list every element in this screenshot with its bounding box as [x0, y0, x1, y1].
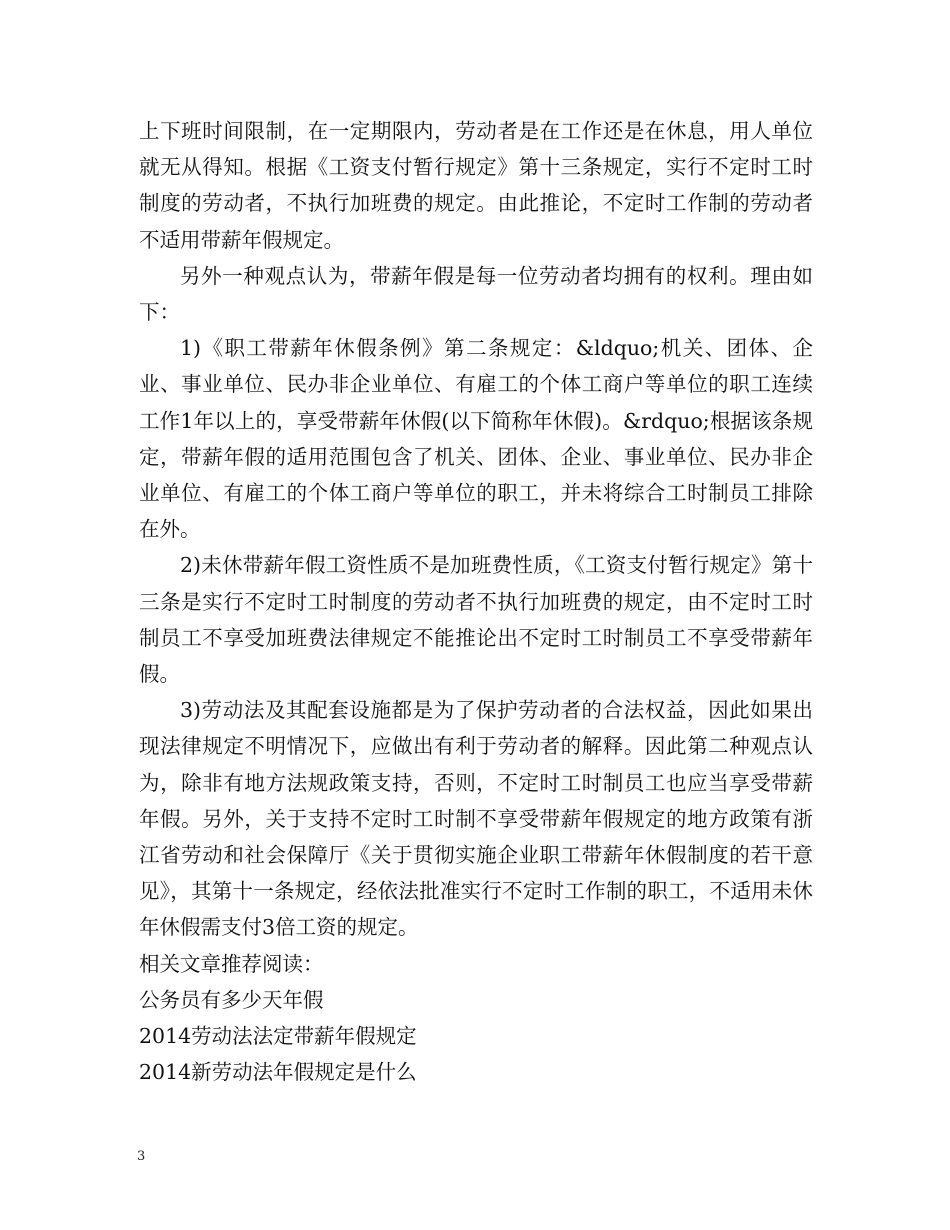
- page-number: 3: [137, 1149, 146, 1164]
- article-body: [139, 113, 813, 1090]
- related-article-link-3[interactable]: 2014新劳动法年假规定是什么: [139, 1060, 417, 1085]
- related-article-link-1[interactable]: 公务员有多少天年假: [139, 987, 324, 1012]
- paragraph-reason-2: 2)未休带薪年假工资性质不是加班费性质，《工资支付暂行规定》第十三条是实行不定时工时制度的劳动者不执行加班费的规定，由不定时工时制员工不享受加班费法律规定不能推论出不定时工时制员工不享受带薪年假。: [139, 553, 813, 687]
- related-article-link-2[interactable]: 2014劳动法法定带薪年假规定: [139, 1024, 417, 1049]
- related-articles-title: 相关文章推荐阅读：: [139, 951, 324, 976]
- paragraph-second-view: 另外一种观点认为，带薪年假是每一位劳动者均拥有的权利。理由如下：: [139, 263, 813, 325]
- paragraph-continuation: 上下班时间限制，在一定期限内，劳动者是在工作还是在休息，用人单位就无从得知。根据《工资支付暂行规定》第十三条规定，实行不定时工时制度的劳动者，不执行加班费的规定。由此推论，不定时工作制的劳动者不适用带薪年假规定。: [139, 119, 813, 252]
- paragraph-reason-3: 3)劳动法及其配套设施都是为了保护劳动者的合法权益，因此如果出现法律规定不明情况下，应做出有利于劳动者的解释。因此第二种观点认为，除非有地方法规政策支持，否则，不定时工时制员工也应当享受带薪年假。另外，关于支持不定时工时制不享受带薪年假规定的地方政策有浙江省劳动和社会保障厅《关于贯彻实施企业职工带薪年休假制度的若干意见》，其第十一条规定，经依法批准实行不定时工作制的职工，不适用未休年休假需支付3倍工资的规定。: [139, 698, 813, 940]
- paragraph-reason-1: 1)《职工带薪年休假条例》第二条规定：&ldquo;机关、团体、企业、事业单位、民办非企业单位、有雇工的个体工商户等单位的职工连续工作1年以上的，享受带薪年休假(以下简称年休假)。&rdquo;根据该条规定，带薪年假的适用范围包含了机关、团体、企业、事业单位、民办非企业单位、有雇工的个体工商户等单位的职工，并未将综合工时制员工排除在外。: [139, 336, 813, 542]
